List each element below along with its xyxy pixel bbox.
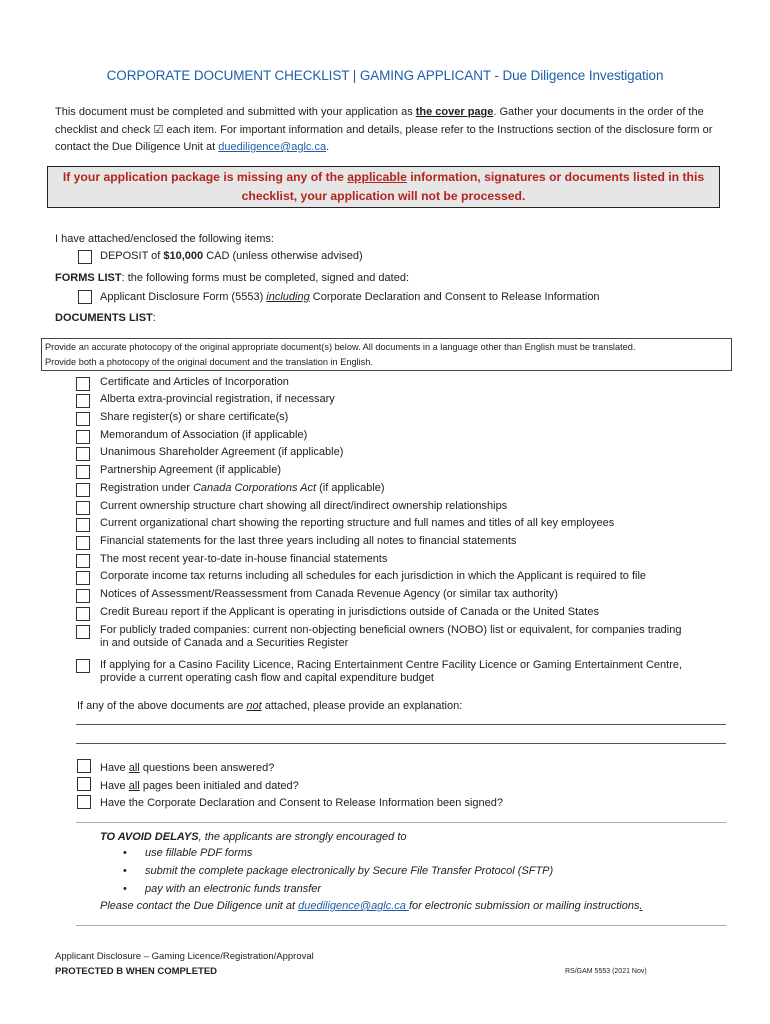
doc-checkbox[interactable] [76,625,90,639]
documents-list-colon: : [152,312,156,324]
bullet-item [123,865,554,877]
document-item: The most recent year-to-date in-house financial statements [100,553,388,565]
doc-checkbox[interactable] [76,589,90,603]
deposit-prefix: DEPOSIT of [100,250,164,262]
doc-checkbox[interactable] [76,447,90,461]
explanation-prompt [77,700,462,712]
contact-end: . [639,900,643,912]
document-note-box [41,338,732,371]
avoid-delays-intro [100,829,407,847]
document-item: Certificate and Articles of Incorporation [100,376,289,388]
intro-text-4: . [326,141,330,153]
explanation-line-1[interactable] [76,724,726,725]
checked-box-icon: ☑ [153,123,164,136]
forms-item-prefix: Applicant Disclosure Form (5553) [100,291,267,303]
doc-checkbox[interactable] [76,412,90,426]
warning-text-1: If your application package is missing any of the [62,170,348,184]
deposit-amount: $10,000 [163,250,204,262]
contact-prefix: Please contact the Due Diligence unit at [100,900,299,912]
final-check-prefix: Have [100,762,129,774]
section-divider [76,925,726,926]
document-note-line-2: Provide both a photocopy of the original document and the translation in English. [45,357,373,367]
casino-line-2: provide a current operating cash flow and capital expenditure budget [100,672,434,684]
deposit-item [100,250,363,262]
doc-checkbox[interactable] [76,659,90,673]
contact-line [100,900,643,912]
document-item: Partnership Agreement (if applicable) [100,464,281,476]
page-title: CORPORATE DOCUMENT CHECKLIST | GAMING APPLICANT - Due Diligence Investigation [106,68,664,83]
document-item: Credit Bureau report if the Applicant is operating in jurisdictions outside of Canada or the United States [100,606,599,618]
final-check-suffix: questions been answered? [139,762,275,774]
bullet-icon: • [123,847,127,859]
documents-list-label: DOCUMENTS LIST [55,312,153,324]
forms-list-text: : the following forms must be completed, signed and dated: [121,272,409,284]
forms-item-suffix: Corporate Declaration and Consent to Release Information [309,291,600,303]
doc-checkbox[interactable] [76,483,90,497]
forms-list-heading [55,272,409,284]
document-item: Corporate income tax returns including all schedules for each jurisdiction in which the Applicant is required to file [100,570,647,582]
doc-checkbox[interactable] [76,536,90,550]
nobo-line-1: For publicly traded companies: current non-objecting beneficial owners (NOBO) list or equivalent, for companies trading [100,624,682,636]
document-item: Notices of Assessment/Reassessment from Canada Revenue Agency (or similar tax authority) [100,588,558,600]
bullet-text: pay with an electronic funds transfer [145,883,322,895]
intro-text-2: . Gather your documents in the order of the checklist and check [55,106,704,136]
doc-checkbox[interactable] [76,571,90,585]
bullet-text: use fillable PDF forms [145,847,253,859]
intro-paragraph [55,104,727,157]
avoid-delays-text: , the applicants are strongly encouraged to [198,831,407,843]
explanation-underlined: not [246,700,262,712]
casino-item [100,659,682,684]
registration-suffix: (if applicable) [316,482,385,494]
warning-box [47,166,720,208]
explanation-line-2[interactable] [76,743,726,744]
doc-checkbox[interactable] [76,607,90,621]
bullet-text: submit the complete package electronically by Secure File Transfer Protocol (SFTP) [145,865,554,877]
document-item: Memorandum of Association (if applicable) [100,429,308,441]
explanation-suffix: attached, please provide an explanation: [261,700,463,712]
registration-italic: Canada Corporations Act [192,482,317,494]
email-link[interactable]: duediligence@aglc.ca [218,141,327,153]
forms-list-label: FORMS LIST [55,272,122,284]
avoid-delays-bold: TO AVOID DELAYS [100,831,199,843]
document-item: Financial statements for the last three years including all notes to financial statements [100,535,517,547]
bullet-item [123,847,253,859]
warning-text-2: information, signatures or documents listed in this [406,170,705,184]
final-check-prefix: Have [100,780,129,792]
intro-text-3: each item. For important information and details, please refer to the Instructions section of the disclosure form or contact the Due Diligence Unit at [55,123,713,153]
document-item: Current ownership structure chart showing all direct/indirect ownership relationships [100,500,508,512]
document-item: Share register(s) or share certificate(s) [100,411,289,423]
bullet-item [123,883,322,895]
footer-form-code: RS/GAM 5553 (2021 Nov) [565,968,647,975]
deposit-checkbox[interactable] [78,250,92,264]
doc-checkbox[interactable] [76,465,90,479]
contact-email-link[interactable]: duediligence@aglc.ca [298,900,409,912]
document-item: Unanimous Shareholder Agreement (if applicable) [100,446,344,458]
deposit-suffix: CAD (unless otherwise advised) [203,250,363,262]
warning-underlined: applicable [347,170,407,184]
intro-text-1: This document must be completed and submitted with your application as [55,106,416,118]
document-item: Alberta extra-provincial registration, if necessary [100,393,335,405]
bullet-icon: • [123,865,127,877]
final-check-item [100,762,274,774]
nobo-line-2: in and outside of Canada and a Securities Register [100,637,349,649]
disclosure-form-item [100,291,600,303]
documents-list-heading [55,312,156,324]
forms-item-italic: including [266,291,310,303]
footer-title: Applicant Disclosure – Gaming Licence/Registration/Approval [55,951,314,962]
footer-protected: PROTECTED B WHEN COMPLETED [55,966,218,977]
casino-line-1: If applying for a Casino Facility Licence, Racing Entertainment Centre Facility Licence or Gaming Entertainment Centre, [100,659,683,671]
final-check-underlined: all [128,762,140,774]
doc-checkbox[interactable] [76,394,90,408]
document-note-line-1: Provide an accurate photocopy of the original appropriate document(s) below. All documents in a language other than English must be translated. [45,342,636,352]
document-item: Current organizational chart showing the reporting structure and full names and titles of all key employees [100,517,615,529]
nobo-item [100,624,681,649]
final-check-suffix: pages been initialed and dated? [139,780,299,792]
attached-heading: I have attached/enclosed the following items: [55,233,274,245]
final-check-item [100,780,299,792]
bullet-icon: • [123,883,127,895]
warning-text-3: checklist, your application will not be processed. [241,188,526,203]
explanation-prefix: If any of the above documents are [77,700,247,712]
final-check-item [100,797,503,809]
final-check-prefix: Have the Corporate Declaration and Consent to Release Information been signed? [100,797,503,809]
intro-bold: the cover page [415,106,494,118]
contact-suffix: for electronic submission or mailing instructions [408,900,640,912]
final-check-checkbox[interactable] [77,759,91,773]
section-divider [76,822,726,823]
disclosure-form-checkbox[interactable] [78,290,92,304]
doc-checkbox[interactable] [76,430,90,444]
doc-checkbox[interactable] [76,518,90,532]
registration-prefix: Registration under [100,482,193,494]
final-check-checkbox[interactable] [77,795,91,809]
doc-checkbox[interactable] [76,554,90,568]
registration-item [100,482,385,494]
doc-checkbox[interactable] [76,501,90,515]
final-check-underlined: all [128,780,140,792]
final-check-checkbox[interactable] [77,777,91,791]
doc-checkbox[interactable] [76,377,90,391]
